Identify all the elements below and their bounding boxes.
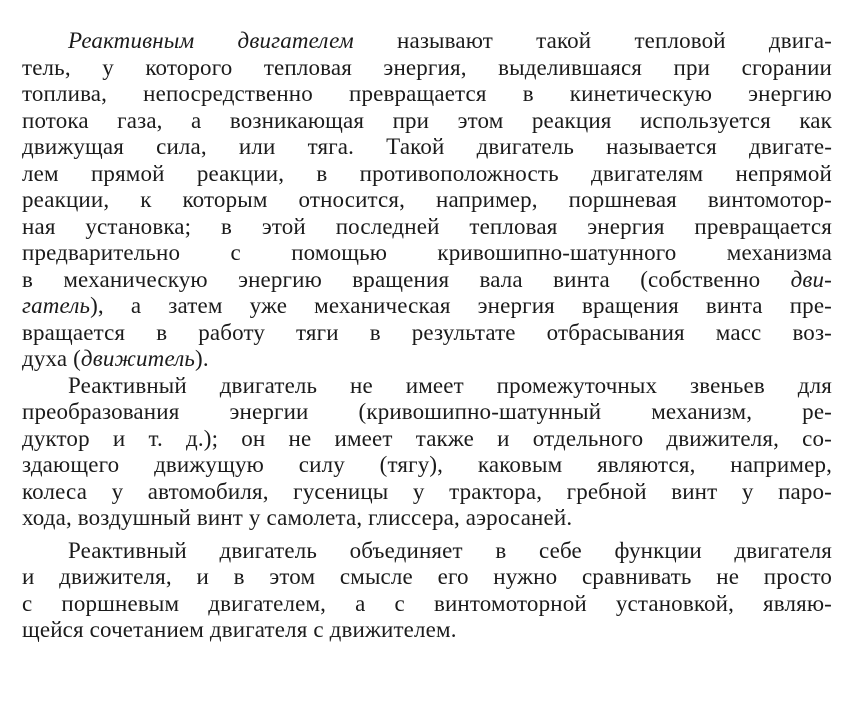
text-line xyxy=(22,293,832,320)
text-line xyxy=(22,399,832,426)
text-line xyxy=(22,538,832,565)
text-segment: ная установка; в этой последней тепловая энергия превращается xyxy=(22,213,832,239)
text-line xyxy=(22,373,832,400)
text-segment: потока газа, а возникающая при этом реакция используется как xyxy=(22,107,832,133)
text-line xyxy=(22,55,832,82)
text-segment: здающего движущую силу (тягу), каковым являются, например, xyxy=(22,452,832,477)
text-segment: вращается в работу тяги в результате отбрасывания масс воз- xyxy=(22,319,832,345)
text-segment: с поршневым двигателем, а с винтомоторной установкой, являю- xyxy=(22,590,832,616)
text-line xyxy=(22,134,832,161)
text-line xyxy=(22,267,832,294)
text-line xyxy=(22,479,832,506)
text-line xyxy=(22,426,832,453)
text-segment: дуктор и т. д.); он не имеет также и отдельного движителя, со- xyxy=(22,425,832,451)
text-segment: Реактивный двигатель объединяет в себе функции двигателя xyxy=(68,537,832,563)
italic-term: движитель xyxy=(80,346,196,371)
text-segment: щейся сочетанием двигателя с движителем. xyxy=(22,617,457,642)
text-segment: ). xyxy=(195,346,209,371)
text-segment: топлива, непосредственно превращается в кинетическую энергию xyxy=(22,81,832,106)
text-line xyxy=(22,346,832,373)
paragraph xyxy=(22,538,832,644)
text-line xyxy=(22,452,832,479)
text-segment: колеса у автомобиля, гусеницы у трактора, гребной винт у паро- xyxy=(22,478,832,504)
text-line xyxy=(22,240,832,267)
text-segment: тель, у которого тепловая энергия, выделившаяся при сгорании xyxy=(22,54,832,80)
italic-term: Реактивным двигателем xyxy=(68,28,354,53)
text-line xyxy=(22,591,832,618)
text-segment: ), а затем уже механическая энергия вращения винта пре- xyxy=(90,293,832,318)
text-line xyxy=(22,28,832,55)
text-segment: хода, воздушный винт у самолета, глиссера, аэросаней. xyxy=(22,505,573,530)
text-line xyxy=(22,187,832,214)
text-line xyxy=(22,617,832,644)
text-segment: духа ( xyxy=(22,346,81,371)
text-segment: лем прямой реакции, в противоположность двигателям непрямой xyxy=(22,160,832,186)
text-segment: Реактивный двигатель не имеет промежуточных звеньев для xyxy=(68,372,832,398)
text-line xyxy=(22,161,832,188)
text-segment: и движителя, и в этом смысле его нужно сравнивать не просто xyxy=(22,564,832,589)
text-segment: реакции, к которым относится, например, поршневая винтомотор- xyxy=(22,187,832,212)
text-segment: называют такой тепловой двига- xyxy=(353,28,832,53)
text-line xyxy=(22,108,832,135)
text-line xyxy=(22,505,832,532)
paragraph xyxy=(22,28,832,373)
text-line xyxy=(22,81,832,108)
text-segment: в механическую энергию вращения вала винта (собственно xyxy=(22,266,791,292)
text-segment: преобразования энергии (кривошипно-шатунный механизм, ре- xyxy=(22,399,832,424)
text-line xyxy=(22,320,832,347)
text-line xyxy=(22,214,832,241)
document-page xyxy=(22,28,832,644)
paragraph xyxy=(22,373,832,532)
italic-term: дви- xyxy=(790,266,832,292)
text-line xyxy=(22,564,832,591)
text-segment: движущая сила, или тяга. Такой двигатель называется двигате- xyxy=(22,134,832,159)
italic-term: гатель xyxy=(22,293,91,318)
text-segment: предварительно с помощью кривошипно-шатунного механизма xyxy=(22,240,832,265)
